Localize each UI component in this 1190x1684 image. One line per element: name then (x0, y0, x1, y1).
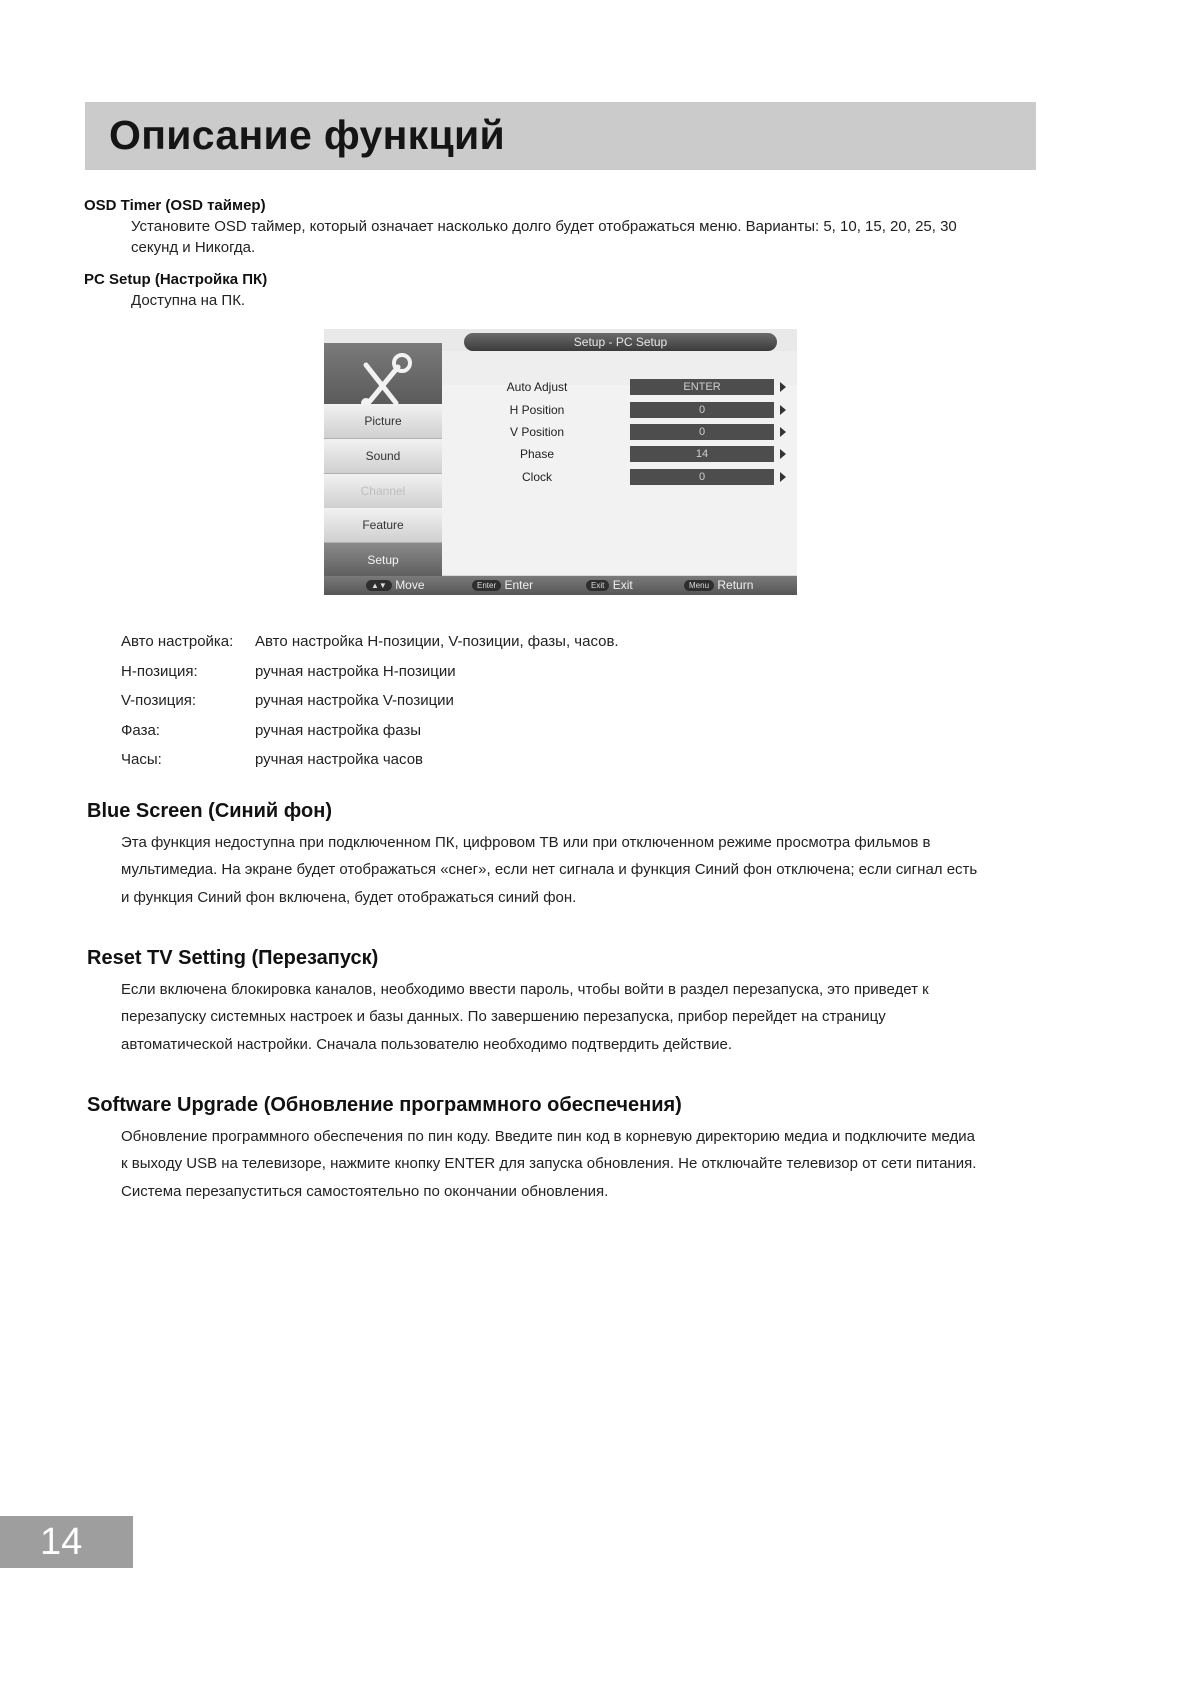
definition-term: V-позиция: (121, 692, 196, 709)
menu-key-icon: Menu (684, 580, 714, 591)
osd-row-auto-adjust[interactable] (442, 376, 797, 398)
page-number: 14 (40, 1521, 83, 1563)
exit-key-icon: Exit (586, 580, 609, 591)
definition-desc: Авто настройка Н-позиции, V-позиции, фазы, часов. (255, 633, 619, 650)
osd-sidebar-sound[interactable]: Sound (324, 439, 442, 474)
osd-row-value: ENTER (630, 379, 774, 395)
osd-menu-header: Setup - PC Setup (464, 333, 777, 351)
arrow-right-icon (780, 427, 786, 437)
osd-row-label: Clock (521, 470, 552, 484)
osd-footer-move-label: Move (395, 578, 425, 592)
page-number-box (0, 1516, 133, 1568)
osd-row-value: 0 (630, 469, 774, 485)
osd-row-clock[interactable] (442, 466, 797, 488)
osd-row-value: 0 (630, 402, 774, 418)
software-upgrade-line: Система перезапуститься самостоятельно по окончании обновления. (121, 1183, 609, 1200)
definition-term: Н-позиция: (121, 663, 198, 680)
osd-row-label: Phase (519, 447, 555, 461)
osd-footer-exit (586, 576, 633, 595)
osd-row-label: Auto Adjust (506, 380, 568, 394)
definition-desc: ручная настройка часов (255, 751, 424, 768)
definition-term: Авто настройка: (121, 633, 234, 650)
arrow-right-icon (780, 405, 786, 415)
software-upgrade-heading: Software Upgrade (Обновление программного обеспечения) (87, 1094, 682, 1116)
osd-footer-move (366, 576, 425, 595)
definition-term: Фаза: (121, 722, 160, 739)
blue-screen-line: и функция Синий фон включена, будет отображаться синий фон. (121, 889, 577, 906)
osd-footer-return (684, 576, 753, 595)
software-upgrade-line: Обновление программного обеспечения по пин коду. Введите пин код в корневую директорию медиа и подключите медиа (121, 1128, 975, 1145)
osd-sidebar-feature[interactable]: Feature (324, 508, 442, 543)
software-upgrade-line: к выходу USB на телевизоре, нажмите кнопку ENTER для запуска обновления. Не отключайте телевизор от сети питания. (121, 1155, 977, 1172)
osd-timer-text-line1: Установите OSD таймер, который означает насколько долго будет отображаться меню. Варианты: 5, 10, 15, 20, 25, 30 (131, 218, 957, 235)
osd-footer-return-label: Return (717, 578, 754, 592)
arrow-right-icon (780, 449, 786, 459)
arrow-right-icon (780, 382, 786, 392)
osd-timer-text-line2: секунд и Никогда. (131, 239, 256, 256)
definition-desc: ручная настройка фазы (255, 722, 422, 739)
reset-tv-line: перезапуску системных настроек и базы данных. По завершению перезапуска, прибор перейдет на страницу (121, 1008, 886, 1025)
osd-sidebar-setup[interactable]: Setup (324, 543, 442, 578)
arrow-right-icon (780, 472, 786, 482)
osd-row-label: H Position (509, 403, 565, 417)
osd-footer-enter (472, 576, 533, 595)
osd-timer-heading: OSD Timer (OSD таймер) (84, 197, 266, 214)
osd-sidebar-picture[interactable]: Picture (324, 404, 442, 439)
blue-screen-line: мультимедиа. На экране будет отображаться «снег», если нет сигнала и функция Синий фон отключена; если сигнал есть (121, 861, 978, 878)
reset-tv-line: Если включена блокировка каналов, необходимо ввести пароль, чтобы войти в раздел перезапуска, это приведет к (121, 981, 929, 998)
page-title: Описание функций (109, 112, 505, 158)
pc-setup-heading: PC Setup (Настройка ПК) (84, 271, 268, 288)
osd-menu-screenshot (324, 329, 797, 595)
osd-footer-enter-label: Enter (504, 578, 534, 592)
blue-screen-line: Эта функция недоступна при подключенном ПК, цифровом ТВ или при отключенном режиме просмотра фильмов в (121, 834, 931, 851)
osd-row-label: V Position (509, 425, 565, 439)
osd-row-value: 14 (630, 446, 774, 462)
reset-tv-line: автоматической настройки. Сначала пользователю необходимо подтвердить действие. (121, 1036, 732, 1053)
osd-row-h-position[interactable] (442, 399, 797, 421)
enter-key-icon: Enter (472, 580, 501, 591)
osd-sidebar-channel[interactable]: Channel (324, 474, 442, 509)
reset-tv-heading: Reset TV Setting (Перезапуск) (87, 947, 379, 969)
definition-desc: ручная настройка V-позиции (255, 692, 454, 709)
osd-footer-bar (324, 576, 797, 595)
blue-screen-heading: Blue Screen (Синий фон) (87, 800, 332, 822)
osd-row-value: 0 (630, 424, 774, 440)
osd-row-phase[interactable] (442, 443, 797, 465)
page-title-bar (85, 102, 1036, 170)
osd-footer-exit-label: Exit (612, 578, 633, 592)
definition-term: Часы: (121, 751, 162, 768)
updown-key-icon: ▲▼ (366, 580, 392, 591)
definition-desc: ручная настройка Н-позиции (255, 663, 456, 680)
osd-row-v-position[interactable] (442, 421, 797, 443)
pc-setup-text: Доступна на ПК. (131, 292, 246, 309)
